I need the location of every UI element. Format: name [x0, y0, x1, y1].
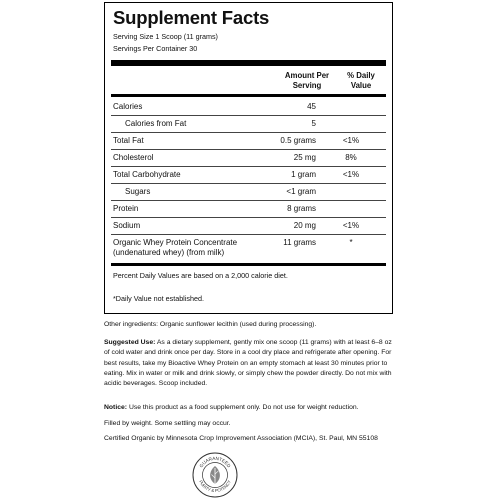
nutrient-row-total-fat: Total Fat 0.5 grams <1% — [113, 136, 360, 145]
nutrient-row-calories: Calories 45 — [113, 102, 316, 111]
nutrient-row-protein: Protein 8 grams — [113, 204, 316, 213]
ingredient-name-detail: (undenatured whey) (from milk) — [113, 248, 225, 257]
serving-size: Serving Size 1 Scoop (11 grams) — [113, 32, 218, 41]
daily-value-not-established-note: *Daily Value not established. — [113, 294, 204, 303]
thick-divider — [111, 94, 386, 97]
seal-bottom-text: PURITY & POTENCY — [198, 479, 232, 494]
thick-divider — [111, 60, 386, 66]
seal-top-text: GUARANTEED — [198, 455, 232, 469]
amount-per-serving-header: Amount Per Serving — [284, 71, 330, 90]
filled-by-weight: Filled by weight. Some settling may occur. — [104, 420, 231, 427]
nutrient-row-cholesterol: Cholesterol 25 mg 8% — [113, 153, 357, 162]
ingredient-name: Organic Whey Protein Concentrate — [113, 238, 238, 247]
nutrient-row-sodium: Sodium 20 mg <1% — [113, 221, 360, 230]
notice-label: Notice: — [104, 404, 128, 411]
panel-title: Supplement Facts — [113, 7, 270, 28]
supplement-facts-panel — [104, 2, 393, 314]
other-ingredients: Other ingredients: Organic sunflower lecithin (used during processing). — [104, 321, 317, 328]
daily-value-header: % Daily Value — [347, 71, 375, 90]
daily-value-footnote: Percent Daily Values are based on a 2,000 calorie diet. — [113, 271, 288, 280]
servings-per-container: Servings Per Container 30 — [113, 44, 198, 53]
certified-organic: Certified Organic by Minnesota Crop Improvement Association (MCIA), St. Paul, MN 55108 — [104, 435, 378, 442]
thick-divider — [111, 263, 386, 266]
suggested-use-text: As a dietary supplement, gently mix one scoop (11 grams) with at least 6–8 oz of cold water and drink once per day. Store in a cool dry place and refrigerate after opening. For best results, take my Bioactive Whey Protein on an empty stomach at least 30 minutes prior to eating. Mix in water or milk and drink slowly, or simply chew the powder directly. Do not mix with acidic beverages. Scoop included. — [104, 339, 392, 388]
suggested-use — [104, 338, 394, 389]
nutrient-row-total-carbohydrate: Total Carbohydrate 1 gram <1% — [113, 170, 360, 179]
nutrient-row-sugars: Sugars <1 gram — [125, 187, 316, 196]
notice — [104, 403, 394, 413]
nutrient-row-calories-from-fat: Calories from Fat 5 — [125, 119, 316, 128]
suggested-use-label: Suggested Use: — [104, 339, 156, 346]
notice-text: Use this product as a food supplement only. Do not use for weight reduction. — [128, 404, 359, 411]
nutrient-row-whey-protein: Organic Whey Protein Concentrate (undenatured whey) (from milk) 11 grams * — [113, 238, 353, 257]
leaf-seal-icon — [192, 452, 238, 498]
